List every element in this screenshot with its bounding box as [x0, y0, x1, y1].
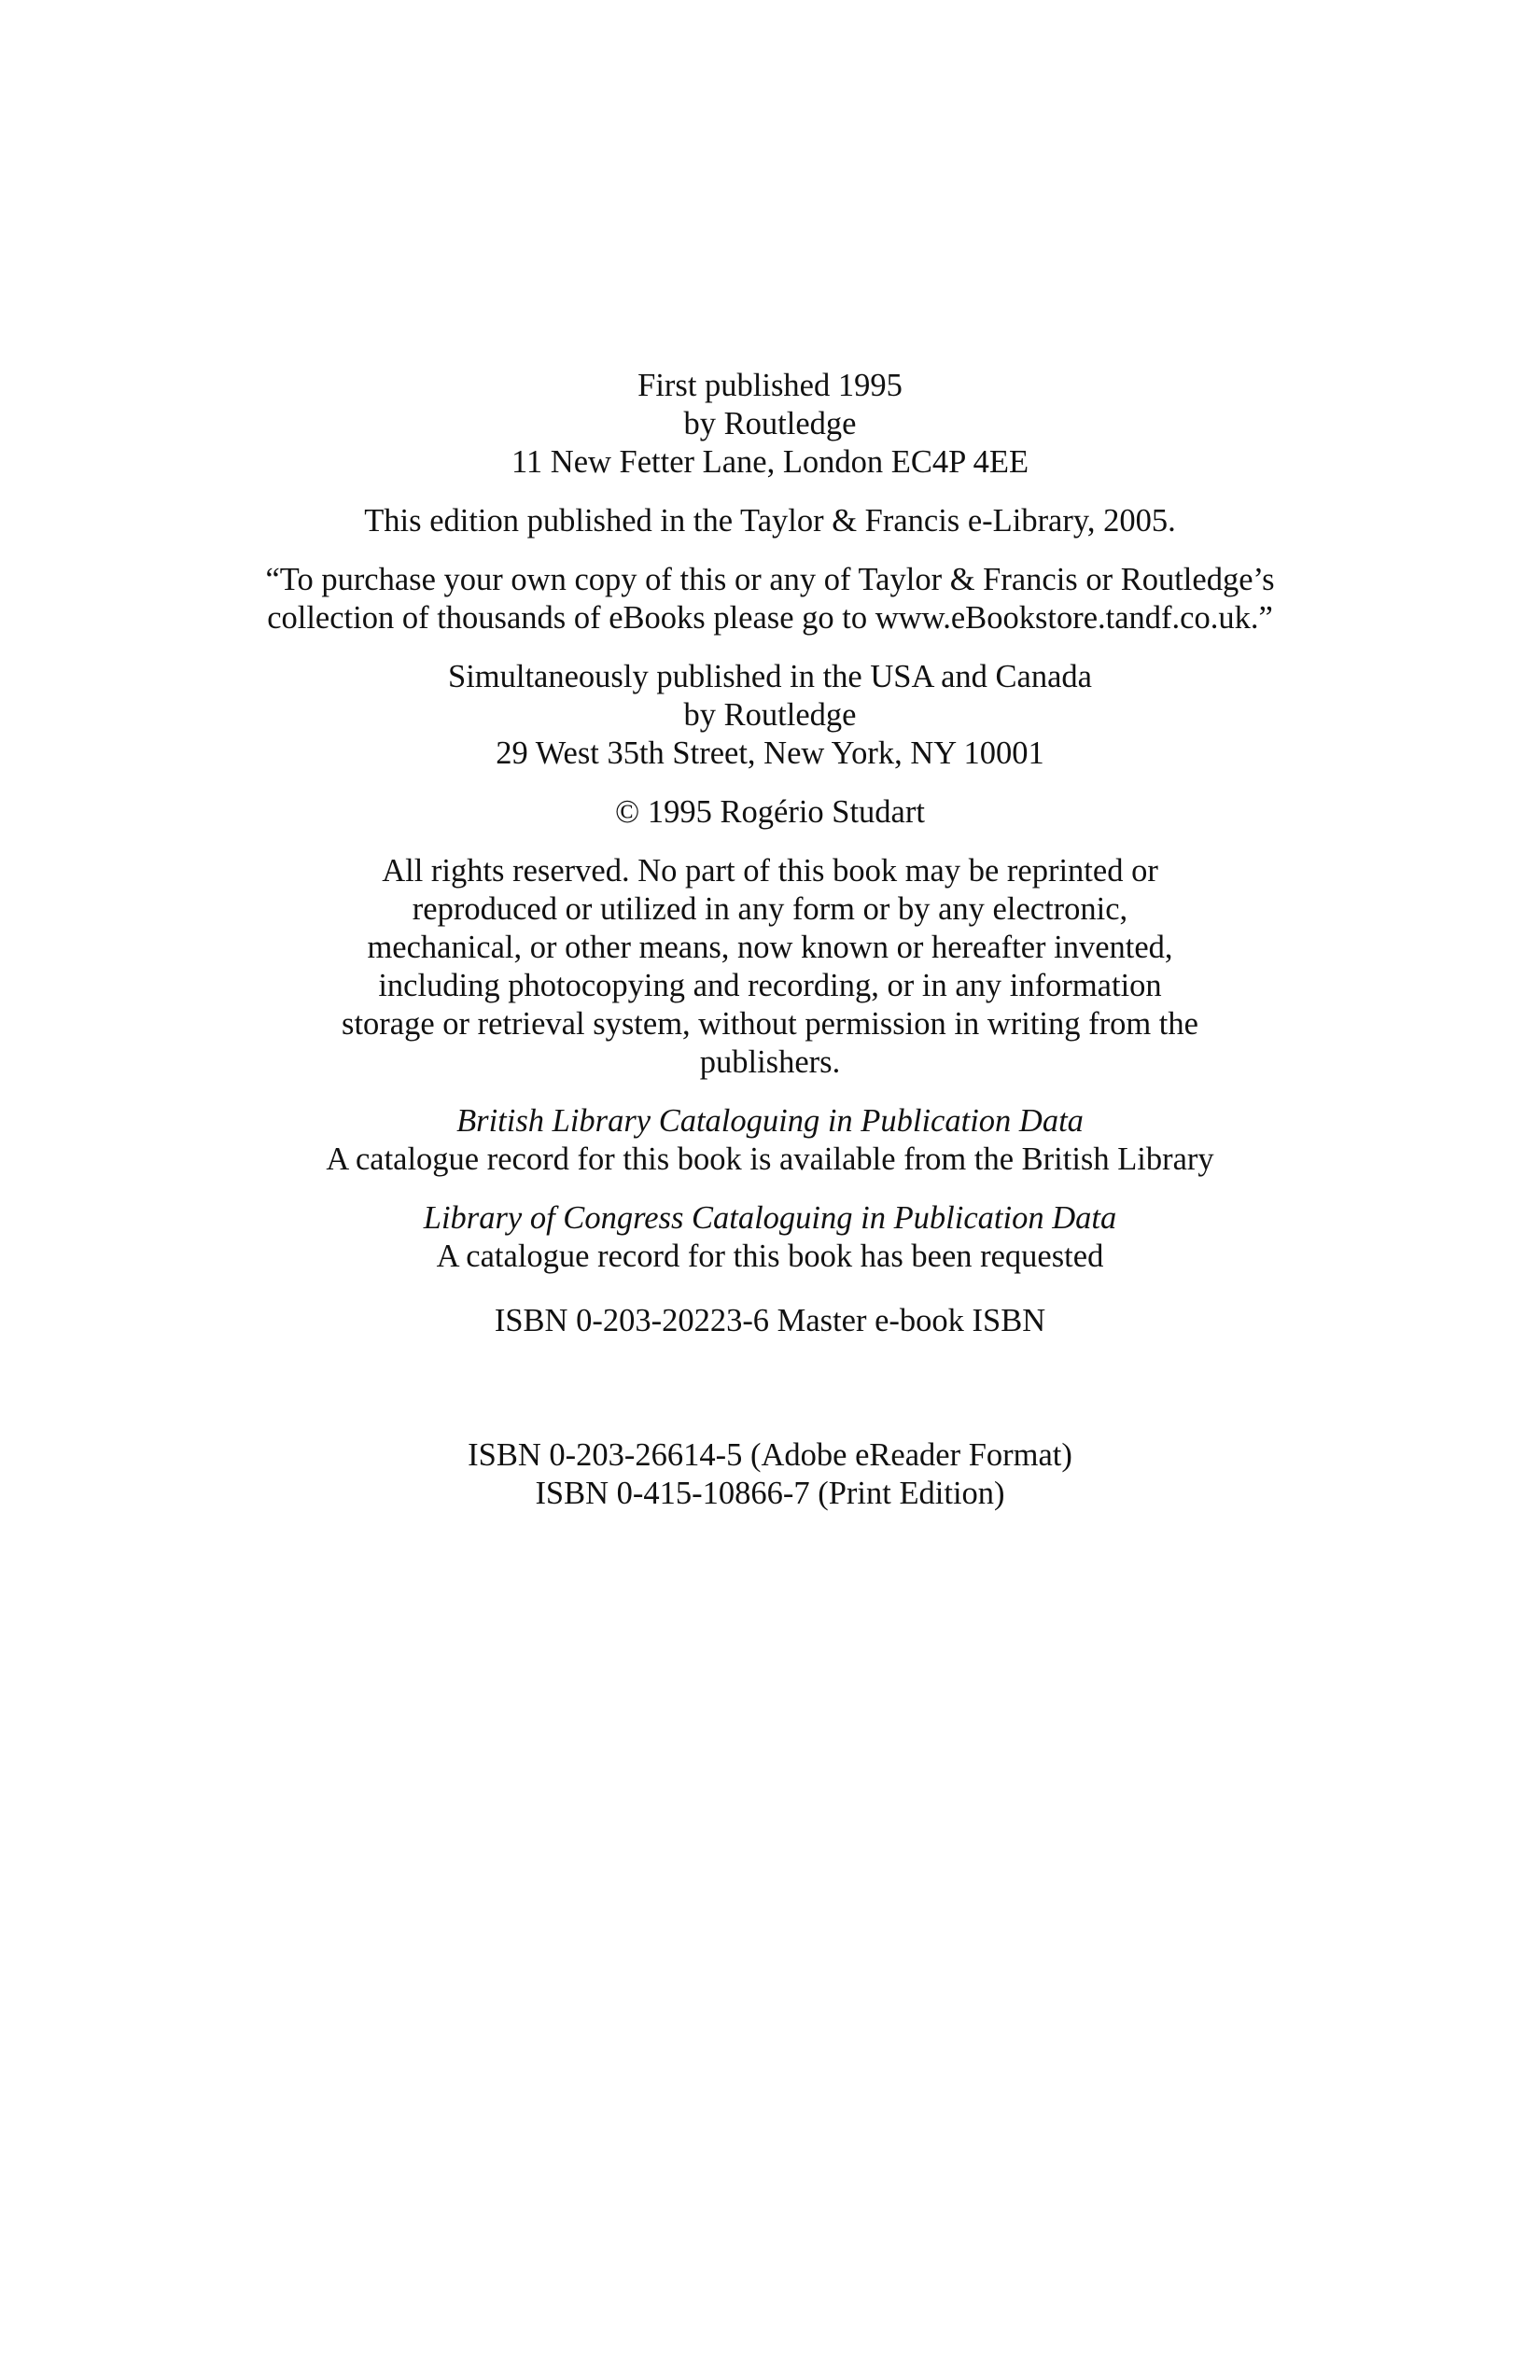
usa-publication-line-2: by Routledge [683, 697, 857, 733]
edition-line: This edition published in the Taylor & Francis e-Library, 2005. [364, 503, 1176, 539]
usa-publication-details [191, 658, 1349, 773]
copyright-page-text [191, 367, 1349, 1513]
copyright-notice [191, 793, 1349, 832]
copyright-line: © 1995 Rogério Studart [615, 794, 925, 830]
rights-line-2: reproduced or utilized in any form or by any electronic, [412, 891, 1128, 927]
rights-line-6: publishers. [699, 1044, 841, 1080]
london-address-line: 11 New Fetter Lane, London EC4P 4EE [511, 444, 1029, 480]
publisher-line: by Routledge [683, 406, 857, 441]
usa-publication-line-1: Simultaneously published in the USA and Canada [448, 659, 1092, 694]
rights-reserved-notice [191, 852, 1349, 1082]
edition-statement [191, 502, 1349, 540]
rights-line-1: All rights reserved. No part of this book may be reprinted or [382, 853, 1158, 889]
library-of-congress-record-text: A catalogue record for this book has been requested [436, 1239, 1104, 1274]
british-library-record-text: A catalogue record for this book is available from the British Library [326, 1141, 1214, 1177]
british-library-cataloguing [191, 1102, 1349, 1179]
rights-line-3: mechanical, or other means, now known or hereafter invented, [367, 930, 1173, 965]
publication-details [191, 367, 1349, 482]
british-library-heading: British Library Cataloguing in Publication Data [456, 1103, 1084, 1139]
purchase-notice [191, 561, 1349, 637]
library-of-congress-cataloguing [191, 1199, 1349, 1276]
rights-line-4: including photocopying and recording, or in any information [378, 968, 1162, 1003]
purchase-notice-line-1: “To purchase your own copy of this or any of Taylor & Francis or Routledge’s [265, 562, 1275, 597]
library-of-congress-heading: Library of Congress Cataloguing in Publication Data [423, 1200, 1117, 1236]
first-published-line: First published 1995 [637, 368, 903, 403]
purchase-notice-line-2: collection of thousands of eBooks please go to www.eBookstore.tandf.co.uk.” [267, 600, 1273, 636]
additional-isbn-block [191, 1436, 1349, 1513]
usa-address-line: 29 West 35th Street, New York, NY 10001 [496, 735, 1044, 771]
master-ebook-isbn: ISBN 0-203-20223-6 Master e-book ISBN [494, 1303, 1046, 1338]
rights-line-5: storage or retrieval system, without permission in writing from the [342, 1006, 1198, 1042]
print-edition-isbn: ISBN 0-415-10866-7 (Print Edition) [535, 1476, 1005, 1511]
adobe-ereader-isbn: ISBN 0-203-26614-5 (Adobe eReader Format) [468, 1437, 1072, 1473]
master-isbn-block [191, 1302, 1349, 1340]
